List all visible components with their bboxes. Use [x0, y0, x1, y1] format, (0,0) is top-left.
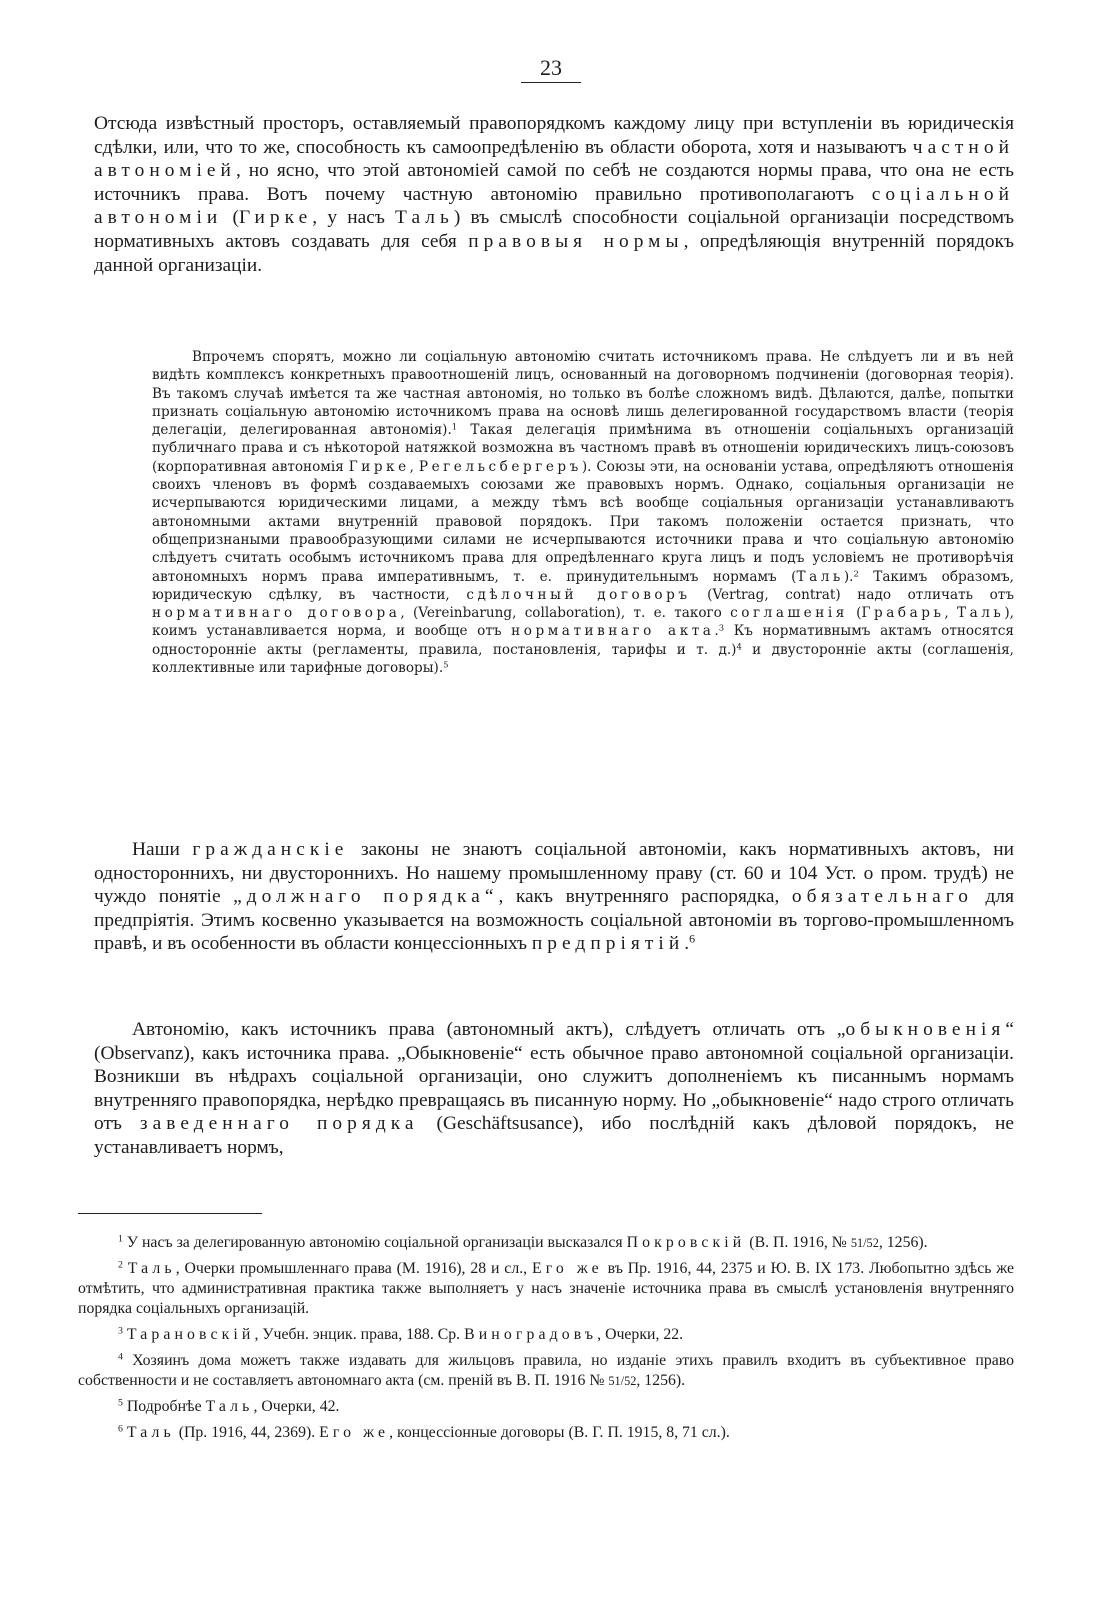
footnote-ref: 5: [443, 659, 449, 670]
author-name: Виноградовъ: [464, 1326, 598, 1343]
paragraph-private-autonomy: Отсюда извѣстный просторъ, оставляемый правопорядкомъ каждому лицу при вступленіи въ юридическія сдѣлки, или, что то же, способность къ самоопредѣленію въ области оборота, хотя и называютъ частной автономіей, но ясно, что этой автономіей самой по себѣ не создаются нормы права, что она не есть источникъ права. Вотъ почему частную автономію правильно противополагаютъ соціальной автономіи (Гирке, у насъ Таль) въ смыслѣ способности соціальной организаціи посредствомъ нормативныхъ актовъ создавать для себя правовыя нормы, опредѣляющія внутренній порядокъ данной организаціи.: [94, 113, 1014, 276]
author-name: Гирке: [348, 458, 410, 475]
footnote-number: 2: [118, 1259, 123, 1271]
footnote-5: $^5$ Подробнѣе Таль, Очерки, 42.: [118, 1397, 340, 1415]
author-name: Грабарь: [861, 605, 945, 622]
footnote-2: $^2$ Таль, Очерки промышленнаго права (М. 1916), 28 и сл., Его же въ Пр. 1916, 44, 2375 и Ю. В. IX 173. Любопытно здѣсь же отмѣтить, что административная практика также выполняетъ у насъ значеніе источника права въ смыслѣ установленія внутренняго порядка соціальныхъ организацій.: [78, 1259, 1014, 1317]
spaced-term: сдѣлочный договоръ: [466, 586, 691, 603]
footnote-ref: 4: [736, 641, 742, 652]
footnote-number: 4: [118, 1351, 123, 1363]
paragraph-observanz: Автономію, какъ источникъ права (автономный актъ), слѣдуетъ отличать отъ „обыкновенія“ (Observanz), какъ источника права. „Обыкновеніе“ есть обычное право автономной соціальной организаціи. Возникши въ нѣдрахъ соціальной организаціи, оно служитъ дополненіемъ къ писаннымъ нормамъ внутренняго правопорядка, нерѣдко превращаясь въ писанную норму. Но „обыкновеніе“ надо строго отличать отъ заведеннаго порядка (Geschäftsusance), ибо послѣдній какъ дѣловой порядокъ, не устанавливаетъ нормъ,: [94, 1019, 1014, 1158]
author-name: Таль: [957, 605, 1005, 622]
spaced-term: Его же: [319, 1424, 390, 1441]
author-name: Таль: [126, 1424, 175, 1441]
spaced-term: предпріятій: [531, 933, 685, 955]
author-name: Покровскій: [626, 1234, 746, 1251]
author-name: Таль: [205, 1398, 254, 1415]
spaced-term: обязательнаго: [791, 886, 973, 908]
footnote-1: $^1$ У насъ за делегированную автономію соціальной организаціи высказался Покровскій (В. П. 1916, № 51/52, 1256).: [118, 1233, 928, 1251]
spaced-term: обыкновенія: [845, 1019, 1006, 1040]
spaced-term: соціальной автономіи: [94, 183, 1014, 229]
spaced-term: нормативнаго договора: [152, 605, 401, 622]
spaced-term: „должнаго порядка“: [233, 886, 499, 908]
author-name: Таль: [796, 568, 844, 585]
spaced-term: заведеннаго порядка: [139, 1113, 419, 1135]
spaced-term: правовыя нормы: [468, 230, 684, 252]
footnote-4: $^4$ Хозяинъ дома можетъ также издавать для жильцовъ правила, но изданіе этихъ правилъ входитъ въ субъективное право собственности и не составляетъ автономнаго акта (см. преній въ В. П. 1916 № 51/52, 1256).: [78, 1351, 1014, 1389]
footnote-number: 6: [118, 1423, 123, 1435]
author-name: Таль: [127, 1260, 176, 1277]
footnote-number: 3: [118, 1325, 123, 1337]
paragraph-civil-laws: Наши гражданскіе законы не знаютъ соціальной автономіи, какъ нормативныхъ актовъ, ни одностороннихъ, ни двустороннихъ. Но нашему промышленному праву (ст. 60 и 104 Уст. о пром. трудѣ) не чуждо понятіе „должнаго порядка“, какъ внутренняго распорядка, обязательнаго для предпріятія. Этимъ косвенно указывается на возможность соціальной автономіи въ торгово-промышленномъ правѣ, и въ особенности въ области концессіонныхъ предпріятій.$^6$: [94, 839, 1015, 955]
issue-fraction: 51/52: [608, 1374, 637, 1388]
footnote-3: $^3$ Тарановскій, Учебн. энцик. права, 188. Ср. Виноградовъ, Очерки, 22.: [118, 1325, 684, 1343]
page-number: 23: [521, 55, 581, 83]
spaced-term: гражданскіе: [192, 839, 349, 860]
footnote-number: 1: [118, 1233, 123, 1245]
issue-fraction: 51/52: [850, 1236, 879, 1250]
author-name: Регельсбергеръ: [418, 458, 582, 475]
author-name: Таль: [395, 207, 454, 229]
footnote-6: $^6$ Таль (Пр. 1916, 44, 2369). Его же, концессіонные договоры (В. Г. П. 1915, 8, 71 сл.).: [118, 1423, 730, 1441]
footnotes: [78, 1233, 1014, 1449]
author-name: Гирке: [238, 207, 313, 229]
footnote-ref: 6: [689, 931, 696, 946]
footnote-ref: 1: [451, 421, 458, 432]
small-print-excursus: Впрочемъ спорятъ, можно ли соціальную автономію считать источникомъ права. Не слѣдуетъ ли и въ ней видѣть комплексъ конкретныхъ правоотношеній лицъ, основанный на договорномъ подчиненіи (договорная теорія). Въ такомъ случаѣ имѣется та же частная автономія, но только въ болѣе сложномъ видѣ. Дѣлаются, далѣе, попытки признать соціальную автономію источникомъ права на основѣ лишь делегированной государствомъ власти (теорія делегаціи, делегированная автономія).$^1$ Такая делегація примѣнима въ отношеніи соціальныхъ организацій публичнаго права и съ нѣкоторой натяжкой возможна въ частномъ правѣ въ отношеніи юридическихъ лицъ-союзовъ (корпоративная автономія Гирке, Регельсбергеръ). Союзы эти, на основаніи устава, опредѣляютъ отношенія своихъ членовъ въ формѣ создаваемыхъ союзами же правовыхъ нормъ. Однако, соціальныя организаціи не исчерпываются юридическими лицами, а между тѣмъ всѣ вообще соціальныя организаціи устанавливаютъ автономными актами внутренній правовой порядокъ. При такомъ положеніи остается признать, что общепризнаными правообразующими силами не исчерпываются источники права и что соціальную автономію слѣдуетъ считать особымъ источникомъ права для опредѣленнаго круга лицъ и подъ условіемъ не противорѣчія автономныхъ нормъ права императивнымъ, т. е. принудительнымъ нормамъ (Таль).$^2$ Такимъ образомъ, юридическую сдѣлку, въ частности, сдѣлочный договоръ (Vertrag, contrat) надо отличать отъ нормативнаго договора, (Vereinbarung, collaboration), т. е. такого соглашенія (Грабарь, Таль), коимъ устанавливается норма, и вообще отъ нормативнаго акта.$^3$ Къ нормативнымъ актамъ относятся односторонніе акты (регламенты, правила, постановленія, тарифы и т. д.)$^4$ и двусторонніе акты (соглашенія, коллективные или тарифные договоры).$^5$: [152, 349, 1014, 677]
spaced-term: Его же: [531, 1260, 603, 1277]
footnote-divider: [78, 1213, 262, 1214]
footnote-number: 5: [118, 1397, 123, 1409]
author-name: Тарановскій: [126, 1326, 255, 1343]
spaced-term: соглашенія: [730, 605, 848, 622]
spaced-term: частной автономіей: [94, 136, 1014, 182]
footnote-ref: 2: [853, 567, 859, 578]
footnote-ref: 3: [718, 622, 725, 633]
spaced-term: нормативнаго акта: [511, 623, 715, 640]
